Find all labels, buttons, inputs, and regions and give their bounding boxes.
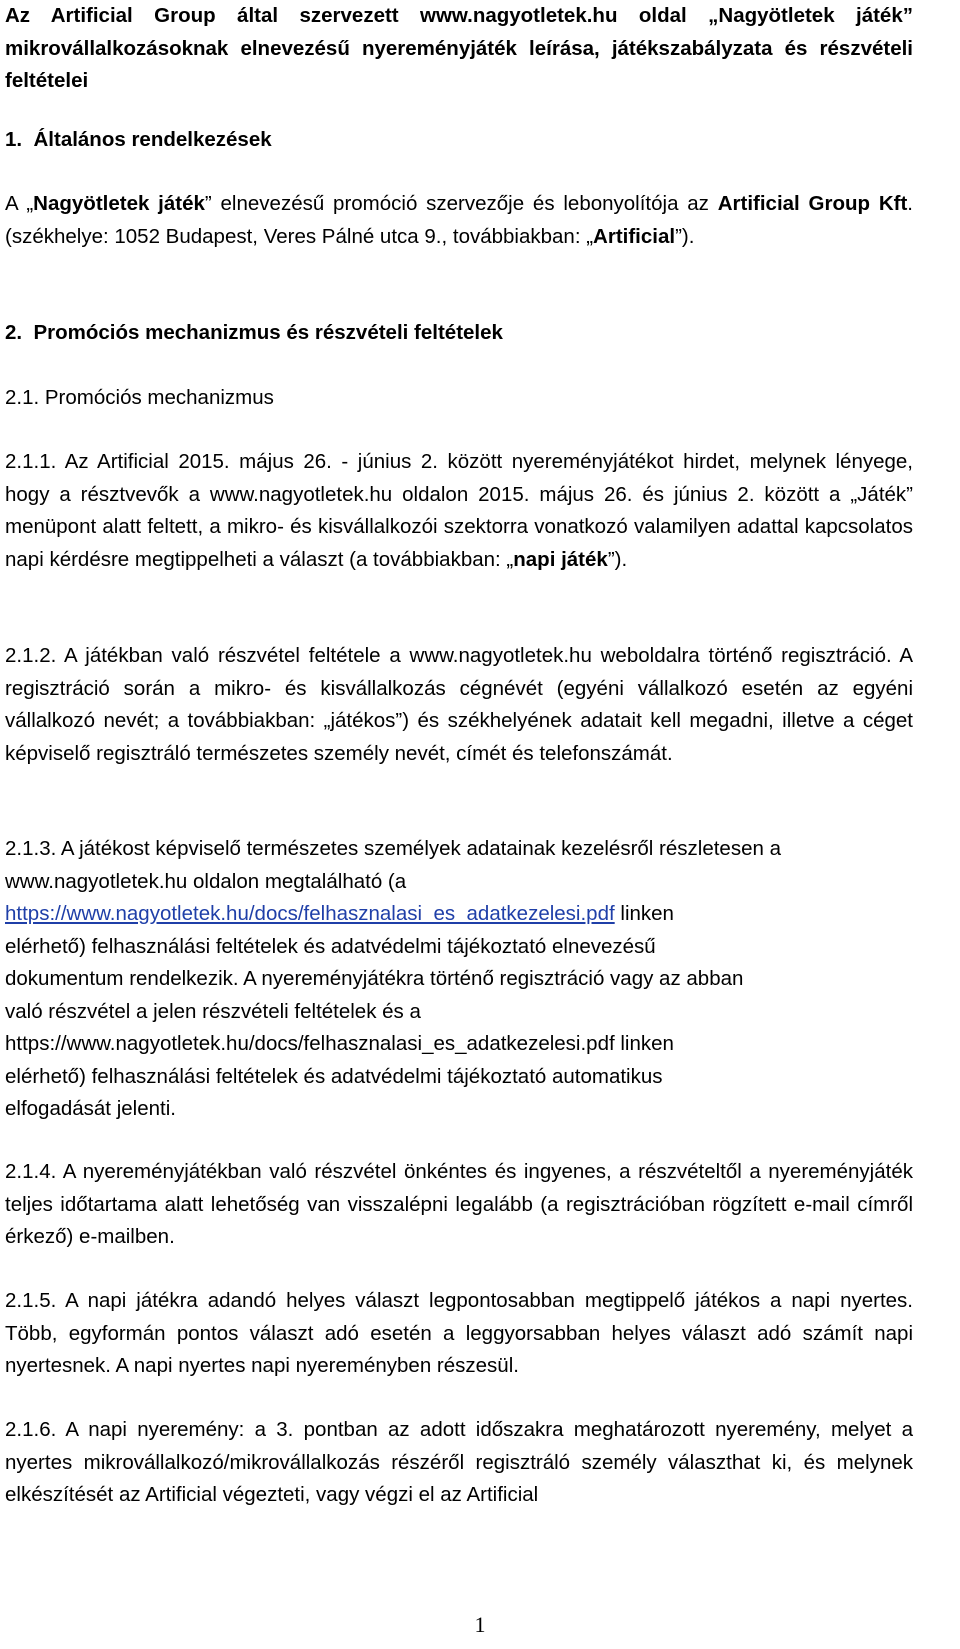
s1-artificial: Artificial	[593, 224, 676, 248]
p213-line-5: dokumentum rendelkezik. A nyereményjátékra történő regisztráció vagy az abban	[5, 967, 744, 990]
p213-line-3	[5, 898, 913, 931]
p211-napi-jatek: napi játék	[513, 547, 608, 571]
p213-line-6: való részvétel a jelen részvételi feltételek és a	[5, 999, 421, 1023]
subsection-2-1-heading	[5, 382, 913, 415]
p213-line-1: 2.1.3. A játékost képviselő természetes személyek adatainak kezelésről részletesen a	[5, 837, 781, 860]
section-1-paragraph	[5, 188, 913, 253]
s1-text-c: ” elnevezésű promóció szervezője és lebonyolítója az	[204, 192, 718, 215]
section-2-heading-text: 2. Promóciós mechanizmus és részvételi feltételek	[5, 321, 503, 344]
section-1-heading	[5, 124, 913, 157]
p213-line-8: elérhető) felhasználási feltételek és adatvédelmi tájékoztató automatikus	[5, 1064, 663, 1088]
p213-line-2: www.nagyotletek.hu oldalon megtalálható (a	[5, 869, 407, 893]
section-2-heading	[5, 317, 913, 350]
section-1-heading-text: 1. Általános rendelkezések	[5, 128, 272, 151]
s1-text-e: . (székhelye: 1052 Budapest, Veres Pálné utca 9., továbbiakban: „	[5, 192, 913, 248]
paragraph-2-1-1	[5, 446, 913, 576]
subsection-2-1-text: 2.1. Promóciós mechanizmus	[5, 386, 274, 409]
terms-pdf-link[interactable]: https://www.nagyotletek.hu/docs/felhasznalasi_es_adatkezelesi.pdf	[5, 902, 615, 925]
p213-line-4: elérhető) felhasználási feltételek és adatvédelmi tájékoztató elnevezésű	[5, 934, 656, 958]
title-text: Az Artificial Group által szervezett www.nagyotletek.hu oldal „Nagyötletek játék” mikrovállalkozásoknak elnevezésű nyereményjáték leírása, játékszabályzata és részvételi feltételei	[5, 4, 913, 92]
s1-game-name: Nagyötletek játék	[33, 192, 205, 215]
p216-text: 2.1.6. A napi nyeremény: a 3. pontban az adott időszakra meghatározott nyeremény, melyet a nyertes mikrovállalkozó/mikrovállalkozás részéről regisztráló személy választhat ki, és melynek elkészítését az Artificial végezteti, vagy végzi el az Artificial	[5, 1418, 913, 1506]
p211-text-c: ”).	[607, 547, 628, 571]
s1-text-g: ”).	[675, 224, 695, 248]
p212-text: 2.1.2. A játékban való részvétel feltétele a www.nagyotletek.hu weboldalra történő regisztráció. A regisztráció során a mikro- és kisvállalkozás cégnévét (egyéni vállalkozó esetén az egyéni vállalkozó nevét; a továbbiakban: „játékos”) és székhelyének adatait kell megadni, illetve a céget képviselő regisztráló természetes személy nevét, címét és telefonszámát.	[5, 644, 913, 765]
p214-text: 2.1.4. A nyereményjátékban való részvétel önkéntes és ingyenes, a részvételtől a nyereményjáték teljes időtartama alatt lehetőség van visszalépni legalább (a regisztrációban rögzített e-mail címről érkező) e-mailben.	[5, 1160, 913, 1248]
paragraph-2-1-2	[5, 640, 913, 770]
p213-line-9: elfogadását jelenti.	[5, 1097, 176, 1120]
p211-text-a: 2.1.1. Az Artificial 2015. május 26. - június 2. között nyereményjátékot hirdet, melynek lényege, hogy a résztvevők a www.nagyotletek.hu oldalon 2015. május 26. és június 2. között a „Játék” menüpont alatt feltett, a mikro- és kisvállalkozói szektorra vonatkozó valamilyen adattal kapcsolatos napi kérdésre megtippelheti a választ (a továbbiakban: „	[5, 450, 913, 571]
paragraph-2-1-4	[5, 1156, 913, 1254]
paragraph-2-1-3	[5, 833, 913, 1126]
paragraph-2-1-5	[5, 1285, 913, 1383]
s1-company-name: Artificial Group Kft	[717, 192, 908, 215]
p213-after-link: linken	[614, 902, 674, 925]
p213-line-7: https://www.nagyotletek.hu/docs/felhasznalasi_es_adatkezelesi.pdf linken	[5, 1032, 674, 1055]
s1-text-a: A „	[5, 192, 34, 215]
document-title	[5, 0, 913, 98]
page-number: 1	[474, 1612, 486, 1637]
p215-text: 2.1.5. A napi játékra adandó helyes választ legpontosabban megtippelő játékos a napi nyertes. Több, egyformán pontos választ adó esetén a leggyorsabban helyes választ adó számít napi nyertesnek. A napi nyertes napi nyereményben részesül.	[5, 1289, 913, 1377]
paragraph-2-1-6	[5, 1414, 913, 1512]
